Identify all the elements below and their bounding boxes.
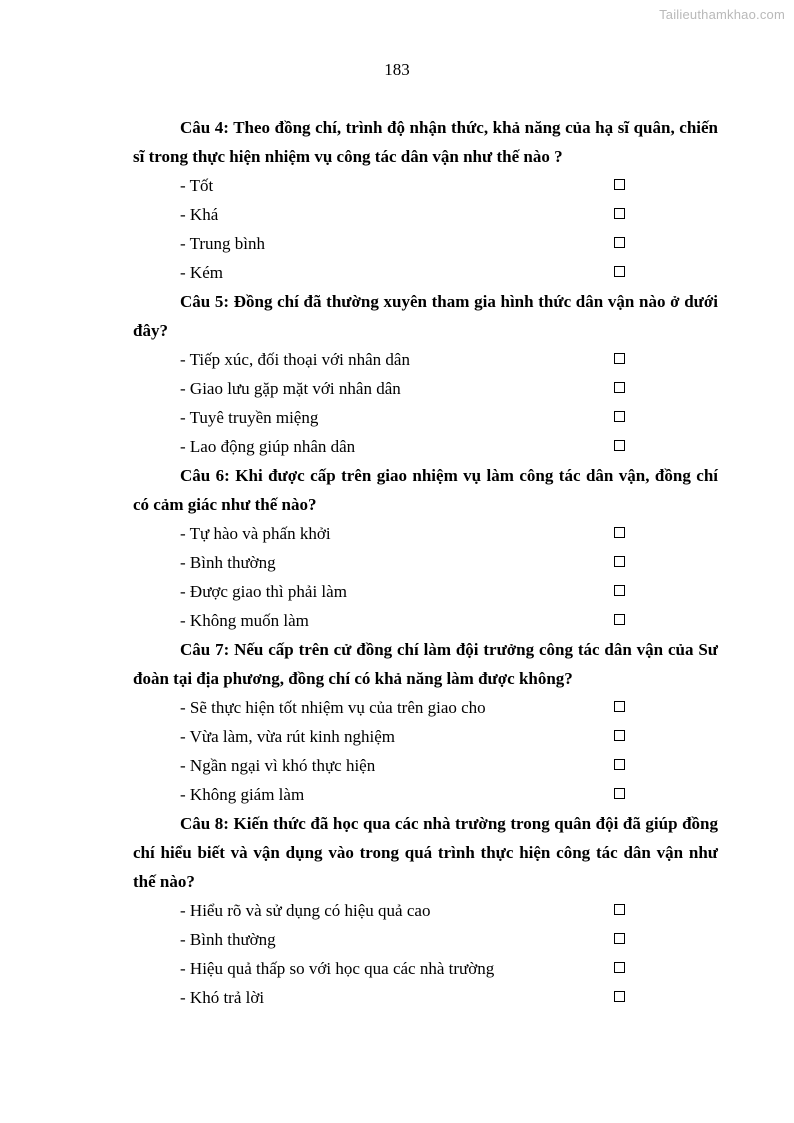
checkbox[interactable] (614, 962, 625, 973)
option (133, 432, 718, 461)
option-label: - Giao lưu gặp mặt với nhân dân (180, 379, 401, 398)
question-4-options (133, 171, 718, 287)
option (133, 229, 718, 258)
option (133, 606, 718, 635)
option (133, 925, 718, 954)
checkbox[interactable] (614, 179, 625, 190)
question-8-options (133, 896, 718, 1012)
question-6-options (133, 519, 718, 635)
option (133, 693, 718, 722)
option-label: - Khó trả lời (180, 988, 265, 1007)
option (133, 345, 718, 374)
watermark: Tailieuthamkhao.com (659, 7, 785, 22)
checkbox[interactable] (614, 788, 625, 799)
option-label: - Tự hào và phấn khởi (180, 524, 331, 543)
checkbox[interactable] (614, 237, 625, 248)
option-label: - Được giao thì phải làm (180, 582, 347, 601)
checkbox[interactable] (614, 527, 625, 538)
option-label: - Khá (180, 205, 219, 224)
option-label: - Lao động giúp nhân dân (180, 437, 356, 456)
question-block (133, 287, 718, 461)
checkbox[interactable] (614, 382, 625, 393)
question-5-text: Câu 5: Đồng chí đã thường xuyên tham gia hình thức dân vận nào ở dưới đây? (133, 292, 718, 340)
question-7-text: Câu 7: Nếu cấp trên cử đồng chí làm đội trưởng công tác dân vận của Sư đoàn tại địa phương, đồng chí có khả năng làm được không? (133, 640, 718, 688)
checkbox[interactable] (614, 208, 625, 219)
question-block (133, 809, 718, 1012)
option (133, 983, 718, 1012)
option (133, 548, 718, 577)
option-label: - Kém (180, 263, 223, 282)
checkbox[interactable] (614, 353, 625, 364)
option-label: - Sẽ thực hiện tốt nhiệm vụ của trên giao cho (180, 698, 486, 717)
option (133, 519, 718, 548)
checkbox[interactable] (614, 411, 625, 422)
question-7-options (133, 693, 718, 809)
checkbox[interactable] (614, 904, 625, 915)
option (133, 403, 718, 432)
question-4-text: Câu 4: Theo đồng chí, trình độ nhận thức, khả năng của hạ sĩ quân, chiến sĩ trong thực hiện nhiệm vụ công tác dân vận như thế nào ? (133, 118, 718, 166)
page-number: 183 (384, 60, 410, 79)
question-block (133, 461, 718, 635)
option-label: - Hiệu quả thấp so với học qua các nhà trường (180, 959, 495, 978)
option-label: - Trung bình (180, 234, 266, 253)
checkbox[interactable] (614, 614, 625, 625)
checkbox[interactable] (614, 266, 625, 277)
option-label: - Bình thường (180, 553, 276, 572)
option (133, 780, 718, 809)
checkbox[interactable] (614, 585, 625, 596)
option-label: - Tiếp xúc, đối thoại với nhân dân (180, 350, 410, 369)
checkbox[interactable] (614, 701, 625, 712)
checkbox[interactable] (614, 440, 625, 451)
checkbox[interactable] (614, 556, 625, 567)
checkbox[interactable] (614, 991, 625, 1002)
option-label: - Hiểu rõ và sử dụng có hiệu quả cao (180, 901, 431, 920)
option (133, 171, 718, 200)
option-label: - Tuyê truyền miệng (180, 408, 319, 427)
question-block (133, 635, 718, 809)
option-label: - Không giám làm (180, 785, 305, 804)
question-5-options (133, 345, 718, 461)
option (133, 722, 718, 751)
option-label: - Tốt (180, 176, 214, 195)
questionnaire (133, 113, 718, 1012)
option (133, 954, 718, 983)
question-block (133, 113, 718, 287)
option-label: - Ngần ngại vì khó thực hiện (180, 756, 376, 775)
option-label: - Vừa làm, vừa rút kinh nghiệm (180, 727, 395, 746)
question-8-text: Câu 8: Kiến thức đã học qua các nhà trường trong quân đội đã giúp đồng chí hiểu biết và vận dụng vào trong quá trình thực hiện công tác dân vận như thế nào? (133, 814, 718, 891)
checkbox[interactable] (614, 730, 625, 741)
option (133, 896, 718, 925)
checkbox[interactable] (614, 759, 625, 770)
checkbox[interactable] (614, 933, 625, 944)
option (133, 200, 718, 229)
option (133, 751, 718, 780)
option-label: - Bình thường (180, 930, 276, 949)
question-6-text: Câu 6: Khi được cấp trên giao nhiệm vụ làm công tác dân vận, đồng chí có cảm giác như thế nào? (133, 466, 718, 514)
option-label: - Không muốn làm (180, 611, 309, 630)
option (133, 258, 718, 287)
option (133, 374, 718, 403)
option (133, 577, 718, 606)
